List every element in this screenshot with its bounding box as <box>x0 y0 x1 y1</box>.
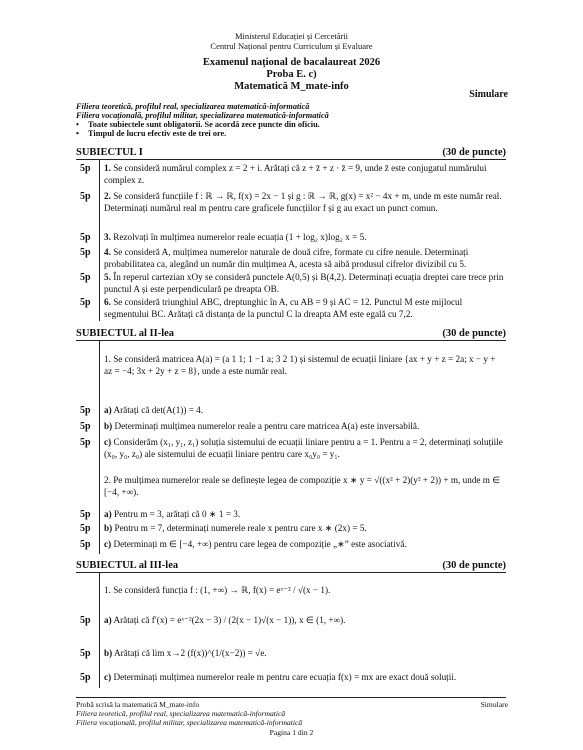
s3-q1-b <box>104 648 504 660</box>
item-number: 5. <box>104 272 111 282</box>
s1-item-6 <box>104 297 504 320</box>
item-points: 5p <box>80 437 91 448</box>
item-number: b) <box>104 421 113 431</box>
footer-divider <box>76 697 506 698</box>
section-3-points: (30 de puncte) <box>442 560 506 571</box>
footer-status: Simulare <box>480 700 508 709</box>
item-text: Arătați că lim x→2 (f(x))^(1/(x−2)) = √e. <box>113 648 267 658</box>
rule-2-text: Timpul de lucru efectiv este de trei ore. <box>88 129 227 138</box>
item-text: Arătați că f′(x) = eˣ⁻²(2x − 3) / (2(x − 1)√(x − 1)), x ∈ (1, +∞). <box>113 615 346 625</box>
s2-q2-a <box>104 509 504 521</box>
item-number: 4. <box>104 247 111 257</box>
s1-item-3 <box>104 232 504 244</box>
points-column-divider <box>99 341 100 554</box>
divider <box>76 159 506 160</box>
section-1-title: SUBIECTUL I <box>76 147 143 158</box>
item-text: Pentru m = 3, arătați că 0 ∗ 1 = 3. <box>113 509 241 519</box>
item-points: 5p <box>80 672 91 683</box>
exam-title: Examenul național de bacalaureat 2026 <box>202 57 381 68</box>
item-text: Se consideră A, mulțimea numerelor naturale de două cifre, formate cu cifre nenule. Determinați probabilitatea ca, alegând un număr din mulțimea A, acesta să aibă produsul cifrelor divizibil cu 5. <box>104 247 469 269</box>
item-text: Determinați mulțimea numerelor reale m pentru care ecuația f(x) = mx are exact două soluții. <box>113 672 457 682</box>
item-number: b) <box>104 648 113 658</box>
bullet-icon: • <box>76 120 79 129</box>
item-text: Considerăm (x₁, y₁, z₁) soluția sistemului de ecuații liniare pentru a = 1. Pentru a = 2, determinați soluțiile (x₀, y₀, z₀) ale sistemului de ecuații liniare pentru care x₀y₀ = y₁. <box>104 437 503 459</box>
divider <box>76 340 506 341</box>
s2-q1-b <box>104 421 504 433</box>
item-points: 5p <box>80 191 91 202</box>
divider <box>76 572 506 573</box>
s3-q1-c <box>104 672 504 684</box>
s2-q1-a <box>104 405 504 417</box>
proba-title: Proba E. c) <box>266 69 317 80</box>
item-number: 3. <box>104 232 111 242</box>
section-1-points: (30 de puncte) <box>442 147 506 158</box>
s2-q2-b <box>104 523 504 535</box>
item-number: a) <box>104 405 112 415</box>
item-text: Pentru m = 7, determinați numerele reale x pentru care x ∗ (2x) = 5. <box>114 523 367 533</box>
s1-item-4 <box>104 247 504 270</box>
item-points: 5p <box>80 272 91 283</box>
section-1-header <box>76 147 506 159</box>
item-points: 5p <box>80 523 91 534</box>
item-points: 5p <box>80 247 91 258</box>
item-points: 5p <box>80 615 91 626</box>
item-text: Rezolvați în mulțimea numerelor reale ecuația (1 + log₂ x)log₂ x = 5. <box>113 232 367 242</box>
item-points: 5p <box>80 648 91 659</box>
item-points: 5p <box>80 297 91 308</box>
ministry-name: Ministerul Educației și Cercetării <box>234 31 349 41</box>
s2-q1-intro: 1. Se consideră matricea A(a) = (a 1 1; 1 −1 a; 3 2 1) și sistemul de ecuații liniare {ax + y + z = 2a; x − y + az = −4; 3x + 2y + z = 8}, unde a este număr real. <box>104 354 496 376</box>
item-number: a) <box>104 509 112 519</box>
item-points: 5p <box>80 539 91 550</box>
item-points: 5p <box>80 232 91 243</box>
s1-item-2 <box>104 191 504 214</box>
item-number: a) <box>104 615 112 625</box>
s1-item-5 <box>104 272 504 295</box>
center-name: Centrul Național pentru Curriculum și Evaluare <box>210 41 373 51</box>
item-number: 6. <box>104 297 111 307</box>
s3-q1-intro: 1. Se consideră funcția f : (1, +∞) → ℝ, f(x) = eˣ⁻² / √(x − 1). <box>104 585 331 595</box>
item-number: c) <box>104 539 112 549</box>
simulation-label: Simulare <box>469 89 508 100</box>
item-number: c) <box>104 437 112 447</box>
item-points: 5p <box>80 509 91 520</box>
s2-q1-c <box>104 437 504 460</box>
rule-1 <box>76 120 320 129</box>
item-text: În reperul cartezian xOy se consideră punctele A(0,5) și B(4,2). Determinați ecuația dreptei care trece prin punctul A și este perpendiculară pe dreapta OB. <box>104 272 504 294</box>
item-number: 2. <box>104 191 111 201</box>
item-text: Determinați m ∈ [−4, +∞) pentru care legea de compoziție „∗” este asociativă. <box>113 539 407 549</box>
bullet-icon: • <box>76 129 79 138</box>
section-3-title: SUBIECTUL al III-lea <box>76 560 179 571</box>
footer-line-1: Probă scrisă la matematică M_mate-info <box>76 700 200 709</box>
section-2-points: (30 de puncte) <box>442 328 506 339</box>
item-points: 5p <box>80 421 91 432</box>
section-2-header <box>76 328 506 340</box>
footer-line-2: Filiera teoretică, profilul real, specializarea matematică-informatică <box>76 709 286 718</box>
filiera-line-2: Filiera vocațională, profilul militar, specializarea matematică-informatică <box>76 111 329 120</box>
s1-item-1 <box>104 163 504 186</box>
item-number: b) <box>104 523 113 533</box>
item-text: Arătați că det(A(1)) = 4. <box>113 405 204 415</box>
item-text: Se consideră triunghiul ABC, dreptunghic în A, cu AB = 9 și AC = 12. Punctul M este mijlocul segmentului BC. Arătați că distanța de la punctul C la dreapta AM este egală cu 7,2. <box>104 297 463 319</box>
s2-q2-intro: 2. Pe mulțimea numerelor reale se definește legea de compoziție x ∗ y = √((x² + 2)(y² + 2)) + m, unde m ∈ [−4, +∞). <box>104 475 501 497</box>
subject-title: Matematică M_mate-info <box>234 81 349 92</box>
item-number: 1. <box>104 163 111 173</box>
section-2-title: SUBIECTUL al II-lea <box>76 328 175 339</box>
item-points: 5p <box>80 163 91 174</box>
points-column-divider <box>99 573 100 688</box>
footer-line-3: Filiera vocațională, profilul militar, specializarea matematică-informatică <box>76 718 303 727</box>
section-3-header <box>76 560 506 572</box>
item-number: c) <box>104 672 112 682</box>
item-points: 5p <box>80 405 91 416</box>
item-text: Determinați mulțimea numerelor reale a pentru care matricea A(a) este inversabilă. <box>114 421 420 431</box>
rule-2 <box>76 129 226 138</box>
s3-q1-a <box>104 615 504 627</box>
s2-q2-c <box>104 539 504 551</box>
item-text: Se consideră numărul complex z = 2 + i. Arătați că z + z̄ + z · z̄ = 9, unde z̄ este conjugatul numărului complex z. <box>104 163 487 185</box>
points-column-divider <box>99 160 100 321</box>
item-text: Se consideră funcțiile f : ℝ → ℝ, f(x) = 2x − 1 și g : ℝ → ℝ, g(x) = x² − 4x + m, unde m este număr real. Determinați numărul real m pentru care graficele funcțiilor f și g au exact un punct comun. <box>104 191 502 213</box>
page-number: Pagina 1 din 2 <box>269 728 314 737</box>
rule-1-text: Toate subiectele sunt obligatorii. Se acordă zece puncte din oficiu. <box>88 120 320 129</box>
filiera-line-1: Filiera teoretică, profilul real, specializarea matematică-informatică <box>76 102 310 111</box>
